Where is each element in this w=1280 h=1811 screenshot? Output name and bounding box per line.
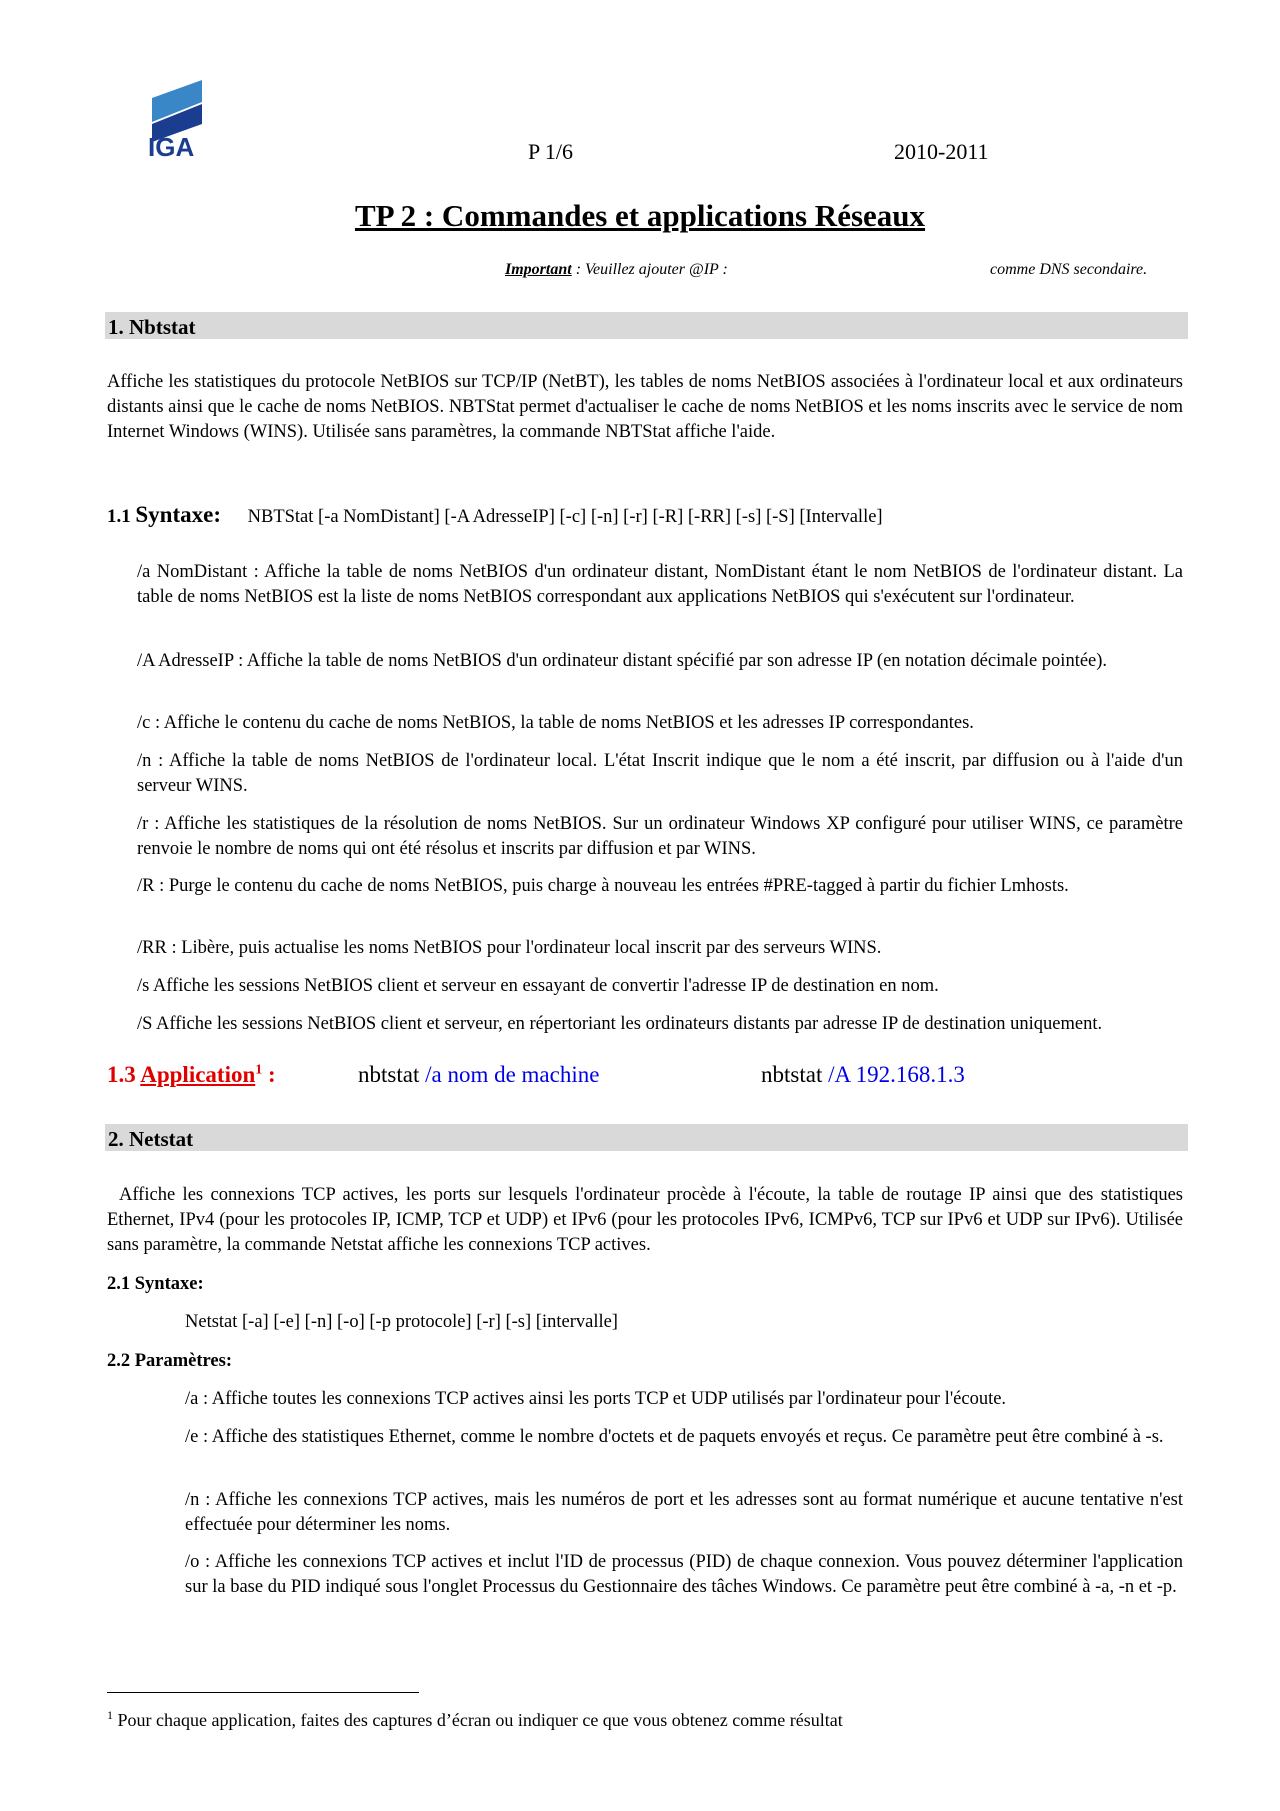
netstat-syntax-heading: 2.1 Syntaxe: <box>107 1274 204 1294</box>
application-example-1: nbtstat /a nom de machine <box>358 1062 600 1087</box>
footnote-text: Pour chaque application, faites des captures d’écran ou indiquer ce que vous obtenez comme résultat <box>113 1710 843 1730</box>
page-number: P 1/6 <box>528 139 574 164</box>
param-r: /r : Affiche les statistiques de la résolution de noms NetBIOS. Sur un ordinateur Windows XP configuré pour utiliser WINS, ce paramètre renvoie le nombre de noms qui ont été résolus et inscrits par diffusion et par WINS. <box>137 814 1183 859</box>
footnote-separator <box>107 1692 419 1693</box>
footnote-mark: 1 <box>107 1708 113 1722</box>
application-heading: 1.3 Application$^1$ : <box>107 1062 276 1087</box>
syntax-label: Syntaxe: <box>135 502 221 527</box>
important-note <box>505 261 728 279</box>
param-R: /R : Purge le contenu du cache de noms NetBIOS, puis charge à nouveau les entrées #PRE-tagged à partir du fichier Lmhosts. <box>137 876 1069 896</box>
application-example-2: nbtstat /A 192.168.1.3 <box>761 1062 965 1087</box>
nbtstat-syntax <box>107 502 883 528</box>
important-label: Important <box>505 261 572 278</box>
netstat-param-n: /n : Affiche les connexions TCP actives, mais les numéros de port et les adresses sont au format numérique et aucune tentative n'est effectuée pour déterminer les noms. <box>185 1490 1183 1535</box>
footnote <box>107 1708 843 1731</box>
netstat-intro: Affiche les connexions TCP actives, les ports sur lesquels l'ordinateur procède à l'écoute, la table de routage IP ainsi que des statistiques Ethernet, IPv4 (pour les protocoles IP, ICMP, TCP et UDP) et IPv6 (pour les protocoles IPv6, ICMPv6, TCP sur IPv6 et UDP sur IPv6). Utilisée sans paramètre, la commande Netstat affiche les connexions TCP actives. <box>107 1185 1183 1255</box>
important-tail: comme DNS secondaire. <box>990 261 1148 278</box>
svg-text:IGA: IGA <box>148 132 195 160</box>
param-S: /S Affiche les sessions NetBIOS client et serveur, en répertoriant les ordinateurs distants par adresse IP de destination uniquement. <box>137 1014 1103 1034</box>
param-A-adresseip: /A AdresseIP : Affiche la table de noms NetBIOS d'un ordinateur distant spécifié par son adresse IP (en notation décimale pointée). <box>137 651 1108 671</box>
application-label: Application <box>140 1062 256 1087</box>
important-text: : Veuillez ajouter @IP : <box>571 261 728 278</box>
syntax-command: NBTStat [-a NomDistant] [-A AdresseIP] [-c] [-n] [-r] [-R] [-RR] [-s] [-S] [Intervalle] <box>247 507 883 527</box>
netstat-param-e: /e : Affiche des statistiques Ethernet, comme le nombre d'octets et de paquets envoyés et reçus. Ce paramètre peut être combiné à -s. <box>185 1427 1164 1447</box>
school-year: 2010-2011 <box>894 139 989 164</box>
param-n: /n : Affiche la table de noms NetBIOS de l'ordinateur local. L'état Inscrit indique que le nom a été inscrit, par diffusion ou à l'aide d'un serveur WINS. <box>137 751 1183 796</box>
footnote-ref: 1 <box>255 1062 263 1078</box>
netstat-params-heading: 2.2 Paramètres: <box>107 1351 232 1371</box>
netstat-param-a: /a : Affiche toutes les connexions TCP actives ainsi les ports TCP et UDP utilisés par l'ordinateur pour l'écoute. <box>185 1389 1007 1409</box>
syntax-number: 1.1 <box>107 506 131 527</box>
param-RR: /RR : Libère, puis actualise les noms NetBIOS pour l'ordinateur local inscrit par des serveurs WINS. <box>137 938 882 958</box>
section-heading-nbtstat: 1. Nbtstat <box>105 312 1188 339</box>
document-title: TP 2 : Commandes et applications Réseaux <box>354 198 926 233</box>
nbtstat-intro: Affiche les statistiques du protocole NetBIOS sur TCP/IP (NetBT), les tables de noms NetBIOS associées à l'ordinateur local et aux ordinateurs distants ainsi que le cache de noms NetBIOS. NBTStat permet d'actualiser le cache de noms NetBIOS et les noms inscrits avec le service de nom Internet Windows (WINS). Utilisée sans paramètres, la commande NBTStat affiche l'aide. <box>107 372 1183 442</box>
netstat-param-o: /o : Affiche les connexions TCP actives et inclut l'ID de processus (PID) de chaque connexion. Vous pouvez déterminer l'application sur la base du PID indiqué sous l'onglet Processus du Gestionnaire des tâches Windows. Ce paramètre peut être combiné à -a, -n et -p. <box>185 1552 1183 1597</box>
param-s: /s Affiche les sessions NetBIOS client et serveur en essayant de convertir l'adresse IP de destination en nom. <box>137 976 939 996</box>
section-heading-netstat: 2. Netstat <box>105 1124 1188 1151</box>
iga-logo <box>140 80 240 160</box>
param-a-nomdistant: /a NomDistant : Affiche la table de noms NetBIOS d'un ordinateur distant, NomDistant étant le nom NetBIOS de l'ordinateur distant. La table de noms NetBIOS est la liste de noms NetBIOS correspondant aux applications NetBIOS qui s'exécutent sur l'ordinateur. <box>137 562 1183 607</box>
param-c: /c : Affiche le contenu du cache de noms NetBIOS, la table de noms NetBIOS et les adresses IP correspondantes. <box>137 713 974 733</box>
netstat-syntax-command: Netstat [-a] [-e] [-n] [-o] [-p protocole] [-r] [-s] [intervalle] <box>185 1312 618 1332</box>
